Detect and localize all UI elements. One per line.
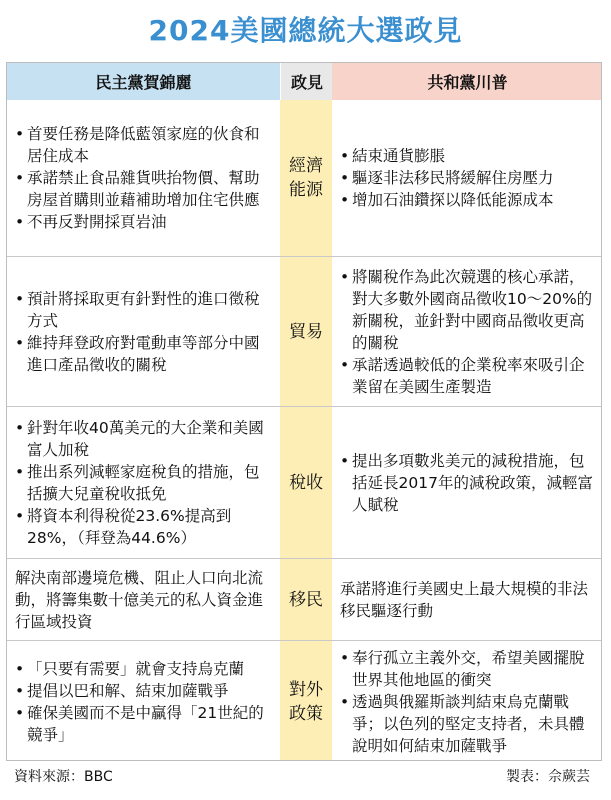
topic-label: 稅收: [289, 473, 323, 493]
dem-cell: [7, 641, 280, 761]
table-header: [7, 63, 601, 100]
rep-point: • 驅逐非法移民將緩解住房壓力: [340, 167, 595, 189]
dem-point: • 維持拜登政府對電動車等部分中國進口產品徵收的關稅: [15, 332, 274, 376]
dem-point: • 推出系列減輕家庭稅負的措施，包括擴大兒童稅收抵免: [15, 461, 274, 505]
table-row-immigration: [7, 558, 601, 641]
table-row-tax: [7, 406, 601, 559]
dem-cell: [7, 559, 280, 641]
dem-cell: [7, 257, 280, 407]
rep-cell: [332, 407, 602, 559]
topic-label: 移民: [289, 590, 323, 610]
dem-text: 解決南部邊境危機、阻止人口向北流動，將籌集數十億美元的私人資金進行區域投資: [15, 569, 264, 631]
dem-point: • 承諾禁止食品雜貨哄抬物價、幫助房屋首購則並藉補助增加住宅供應: [15, 167, 274, 211]
dem-cell: [7, 100, 280, 256]
header-topic: 政見: [280, 63, 334, 100]
rep-point: • 奉行孤立主義外交，希望美國擺脫世界其他地區的衝突: [340, 647, 595, 691]
rep-point: • 增加石油鑽探以降低能源成本: [340, 189, 595, 211]
dem-point: • 確保美國而不是中贏得「21世紀的競爭」: [15, 702, 274, 746]
rep-point: • 結束通貨膨脹: [340, 145, 595, 167]
topic-label: 貿易: [289, 322, 323, 342]
dem-point: • 「只要有需要」就會支持烏克蘭: [15, 658, 274, 680]
source-credit: 資料來源：BBC: [14, 769, 113, 785]
rep-cell: [332, 100, 602, 256]
rep-point: • 將關稅作為此次競選的核心承諾，對大多數外國商品徵收10～20%的新關稅，並針對中國商品徵收更高的關稅: [340, 266, 595, 354]
dem-point: • 針對年收40萬美元的大企業和美國富人加稅: [15, 417, 274, 461]
topic-label: 政策: [289, 704, 323, 724]
dem-point: • 提倡以巴和解、結束加薩戰爭: [15, 680, 274, 702]
topic-cell: [280, 641, 332, 761]
page-title: 2024美國總統大選政見: [148, 14, 463, 47]
header-republican: 共和黨川普: [332, 63, 602, 100]
rep-cell: [332, 257, 602, 407]
rep-point: • 提出多項數兆美元的減稅措施，包括延長2017年的減稅政策，減輕富人賦稅: [340, 450, 595, 516]
author-credit: 製表：佘蕨芸: [506, 769, 590, 785]
rep-cell: [332, 641, 602, 761]
policy-table: [6, 62, 602, 761]
rep-text: 承諾將進行美國史上最大規模的非法移民驅逐行動: [340, 580, 589, 620]
dem-point: • 預計將採取更有針對性的進口徵稅方式: [15, 288, 274, 332]
rep-cell: [332, 559, 602, 641]
table-row-foreign-policy: [7, 640, 601, 761]
topic-label: 能源: [289, 180, 323, 200]
header-democrat: 民主黨賀錦麗: [7, 63, 280, 100]
dem-point: • 將資本利得稅從23.6%提高到28%，（拜登為44.6%）: [15, 505, 274, 549]
table-row-trade: [7, 256, 601, 407]
footer: [14, 765, 602, 787]
topic-cell: [280, 100, 332, 256]
topic-label: 經濟: [289, 156, 323, 176]
rep-point: • 透過與俄羅斯談判結束烏克蘭戰爭；以色列的堅定支持者，未具體說明如何結束加薩戰爭: [340, 691, 595, 757]
rep-point: • 承諾透過較低的企業稅率來吸引企業留在美國生產製造: [340, 354, 595, 398]
dem-point: • 不再反對開採頁岩油: [15, 211, 274, 233]
topic-label: 對外: [289, 680, 323, 700]
topic-cell: [280, 257, 332, 407]
topic-cell: [280, 407, 332, 559]
dem-point: • 首要任務是降低藍領家庭的伙食和居住成本: [15, 123, 274, 167]
topic-cell: [280, 559, 332, 641]
dem-cell: [7, 407, 280, 559]
table-row-economy: [7, 100, 601, 256]
